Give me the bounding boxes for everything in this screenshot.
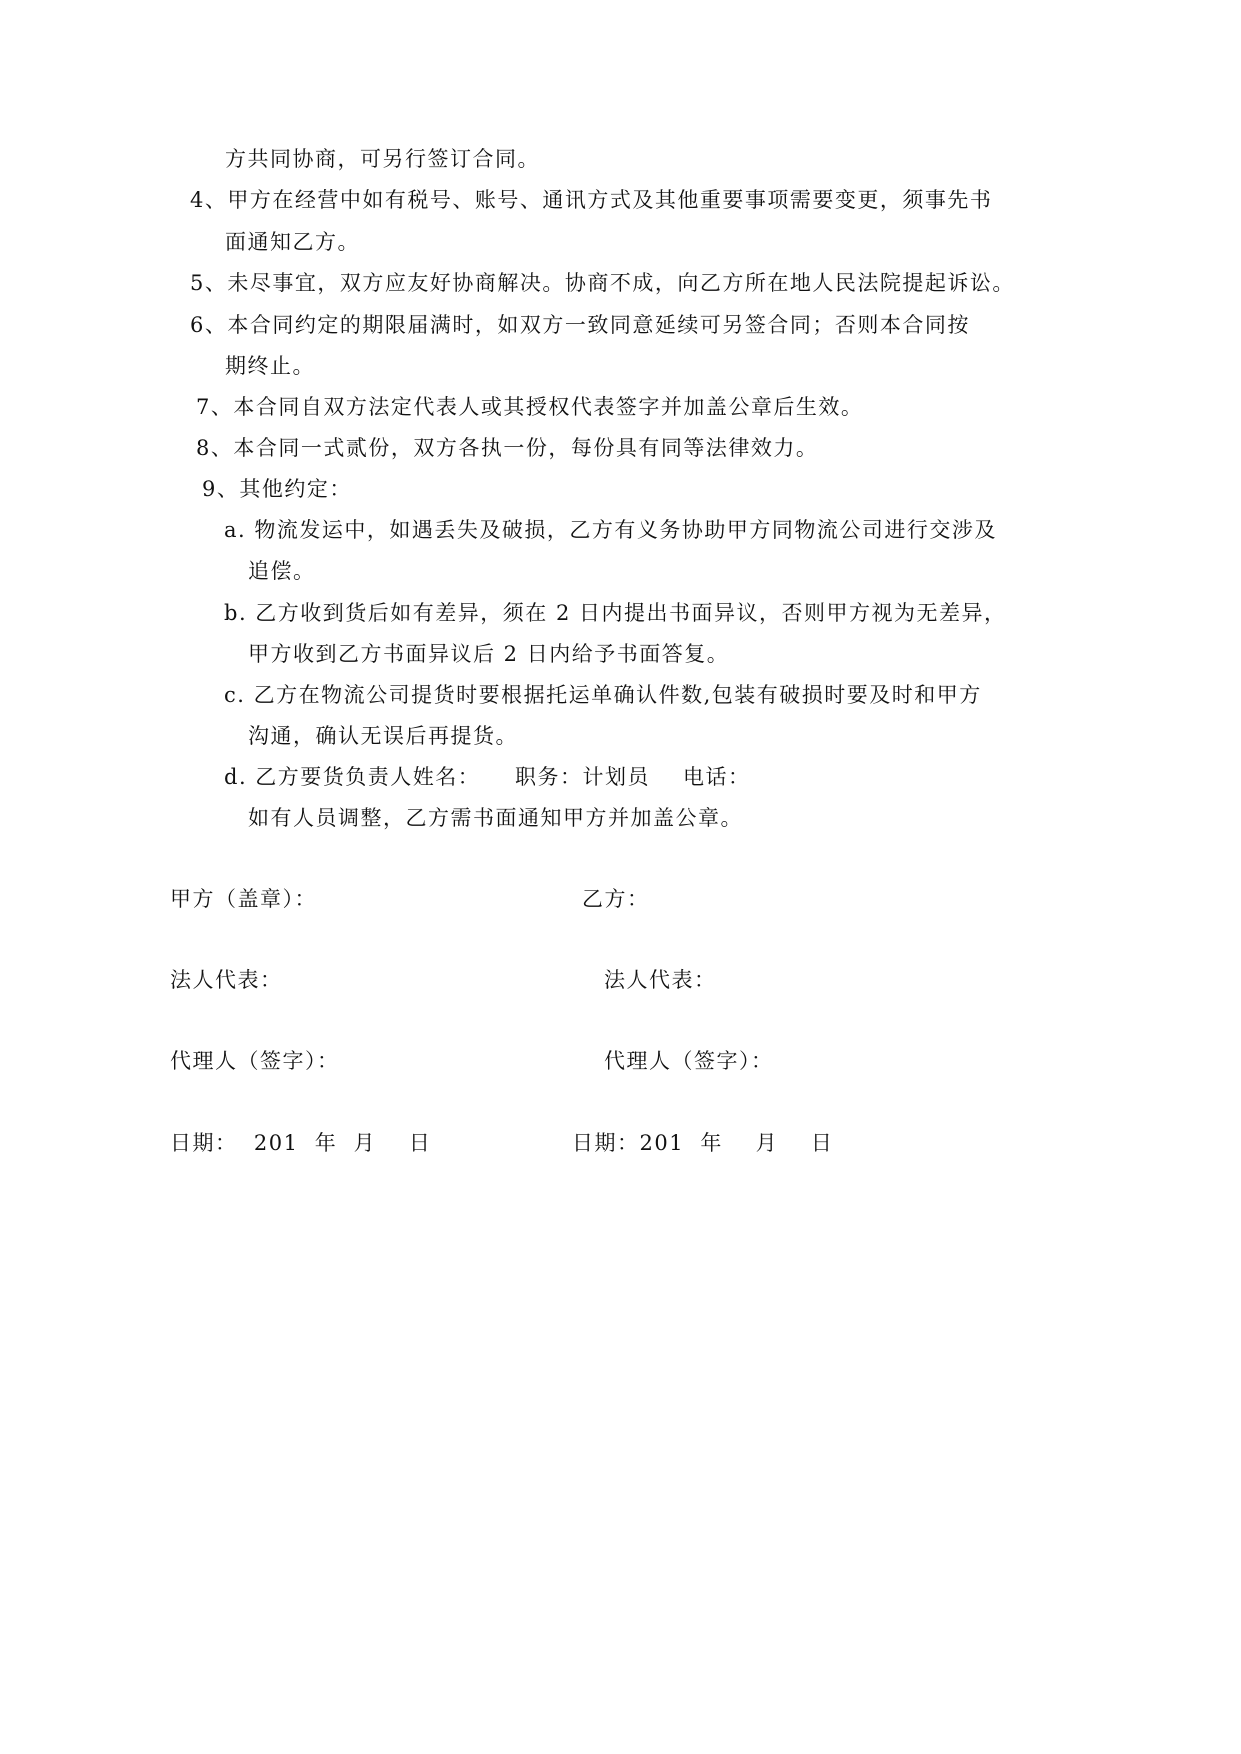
party-a-legal-rep-label: 法人代表： xyxy=(170,968,283,992)
party-a-agent-label: 代理人（签字）： xyxy=(170,1049,340,1073)
term-d-role-label: 职务：计划员 xyxy=(515,765,650,789)
party-b-date: 日期：201 年 月 日 xyxy=(572,1131,834,1155)
party-b-agent-label: 代理人（签字）： xyxy=(604,1049,774,1073)
term-d-name-label: d. 乙方要货负责人姓名： xyxy=(224,765,481,789)
clause-7: 7、本合同自双方法定代表人或其授权代表签字并加盖公章后生效。 xyxy=(196,395,864,419)
clause-9: 9、其他约定： xyxy=(202,477,352,501)
clause-8: 8、本合同一式贰份，双方各执一份，每份具有同等法律效力。 xyxy=(196,436,819,460)
clause-6-line-1: 6、本合同约定的期限届满时，如双方一致同意延续可另签合同；否则本合同按 xyxy=(190,313,970,337)
clause-3-continuation: 方共同协商，可另行签订合同。 xyxy=(225,147,540,171)
clause-5: 5、未尽事宜，双方应友好协商解决。协商不成，向乙方所在地人民法院提起诉讼。 xyxy=(190,271,1015,295)
clause-4-line-2: 面通知乙方。 xyxy=(225,230,360,254)
term-b-line-1: b. 乙方收到货后如有差异，须在 2 日内提出书面异议，否则甲方视为无差异， xyxy=(224,601,1007,625)
party-b-legal-rep-label: 法人代表： xyxy=(604,968,717,992)
party-a-seal-label: 甲方（盖章）： xyxy=(170,887,317,911)
clause-4-line-1: 4、甲方在经营中如有税号、账号、通讯方式及其他重要事项需要变更，须事先书 xyxy=(190,188,993,212)
term-d-line-2: 如有人员调整，乙方需书面通知甲方并加盖公章。 xyxy=(248,806,743,830)
clause-6-line-2: 期终止。 xyxy=(225,354,315,378)
term-b-line-2: 甲方收到乙方书面异议后 2 日内给予书面答复。 xyxy=(248,642,730,666)
party-a-date: 日期： 201 年 月 日 xyxy=(170,1131,432,1155)
term-c-line-1: c. 乙方在物流公司提货时要根据托运单确认件数,包装有破损时要及时和甲方 xyxy=(224,683,982,707)
party-b-label: 乙方： xyxy=(582,887,650,911)
term-a-line-2: 追偿。 xyxy=(248,559,316,583)
term-d-phone-label: 电话： xyxy=(683,765,751,789)
term-c-line-2: 沟通，确认无误后再提货。 xyxy=(248,724,518,748)
term-a-line-1: a. 物流发运中，如遇丢失及破损，乙方有义务协助甲方同物流公司进行交涉及 xyxy=(224,518,997,542)
